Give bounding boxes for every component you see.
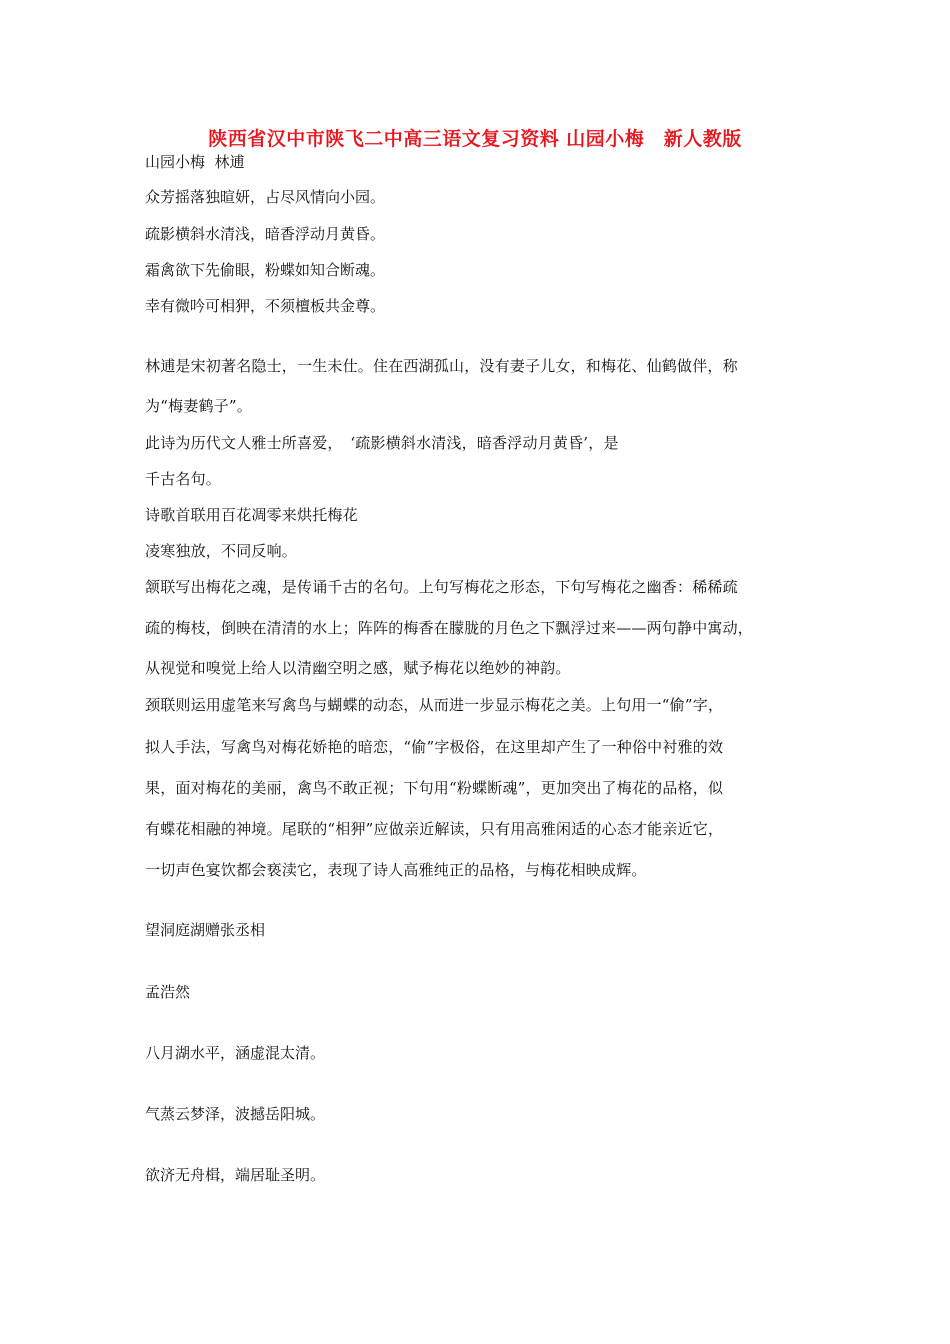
poem1-line: 霜禽欲下先偷眼，粉蝶如知合断魂。 xyxy=(145,261,386,279)
analysis-line: 为“梅妻鹤子”。 xyxy=(145,397,252,415)
analysis-line: 千古名句。 xyxy=(145,470,222,488)
analysis-line: 从视觉和嗅觉上给人以清幽空明之感，赋予梅花以绝妙的神韵。 xyxy=(145,659,571,677)
analysis-line: 此诗为历代文人雅士所喜爱， ‘疏影横斜水清浅，暗香浮动月黄昏’，是 xyxy=(145,434,619,452)
analysis-line: 一切声色宴饮都会亵渎它，表现了诗人高雅纯正的品格，与梅花相映成辉。 xyxy=(145,861,647,879)
poem1-line: 疏影横斜水清浅，暗香浮动月黄昏。 xyxy=(145,225,386,243)
poem2-line: 欲济无舟楫，端居耻圣明。 xyxy=(145,1166,326,1184)
poem2-line: 八月湖水平，涵虚混太清。 xyxy=(145,1044,326,1062)
poem2-line: 气蒸云梦泽，波撼岳阳城。 xyxy=(145,1105,326,1123)
poem1-line: 众芳摇落独暄妍，占尽风情向小园。 xyxy=(145,188,386,206)
analysis-line: 果，面对梅花的美丽，禽鸟不敢正视；下句用“粉蝶断魂”，更加突出了梅花的品格，似 xyxy=(145,779,724,797)
analysis-line: 有蝶花相融的神境。尾联的“相狎”应做亲近解读，只有用高雅闲适的心态才能亲近它， xyxy=(145,820,724,838)
analysis-line: 拟人手法，写禽鸟对梅花娇艳的暗恋，“偷”字极俗，在这里却产生了一种俗中衬雅的效 xyxy=(145,738,724,756)
analysis-line: 颈联则运用虚笔来写禽鸟与蝴蝶的动态，从而进一步显示梅花之美。上句用一“偷”字， xyxy=(145,696,724,714)
poem1-heading: 山园小梅 林逋 xyxy=(145,153,245,171)
analysis-line: 林逋是宋初著名隐士，一生未仕。住在西湖孤山，没有妻子儿女，和梅花、仙鹤做伴，称 xyxy=(145,357,738,375)
poem2-title: 望洞庭湖赠张丞相 xyxy=(145,921,266,939)
analysis-line: 凌寒独放，不同反响。 xyxy=(145,542,298,560)
analysis-line: 诗歌首联用百花凋零来烘托梅花 xyxy=(145,506,358,524)
document-title: 陕西省汉中市陕飞二中高三语文复习资料 山园小梅 新人教版 xyxy=(208,128,742,150)
analysis-line: 颔联写出梅花之魂，是传诵千古的名句。上句写梅花之形态，下句写梅花之幽香：稀稀疏 xyxy=(145,578,738,596)
analysis-line: 疏的梅枝，倒映在清清的水上；阵阵的梅香在朦胧的月色之下飘浮过来——两句静中寓动， xyxy=(145,619,754,637)
poem1-line: 幸有微吟可相狎，不须檀板共金尊。 xyxy=(145,297,386,315)
poem2-author: 孟浩然 xyxy=(145,983,191,1001)
